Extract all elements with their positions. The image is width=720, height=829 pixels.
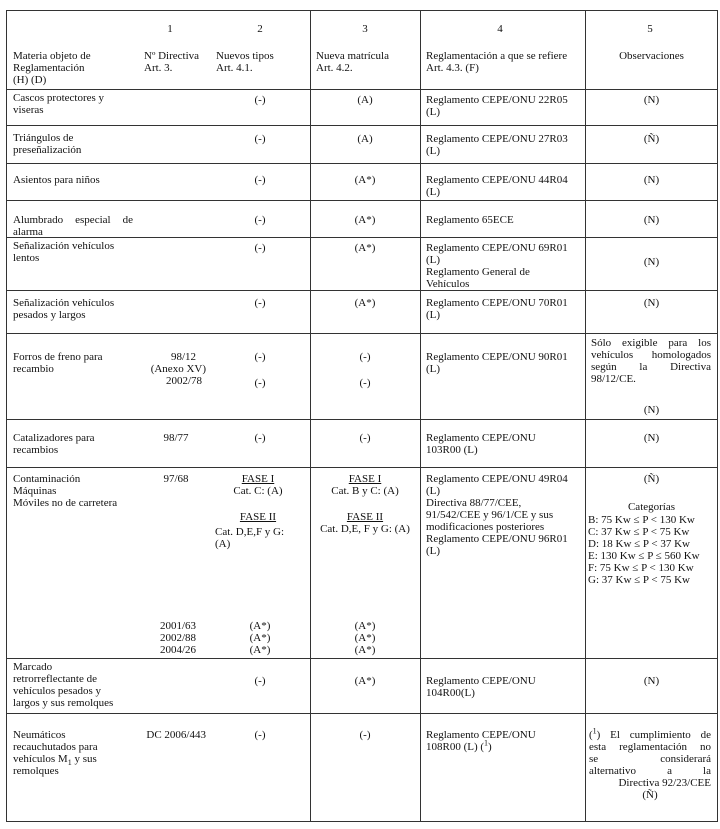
- row-nuevos: (-): [254, 729, 266, 741]
- row-directiva: 97/68: [163, 473, 189, 485]
- row-reglamentacion: Reglamento 65ECE: [426, 214, 514, 226]
- row-nuevos-later: (A*) (A*) (A*): [249, 620, 271, 656]
- row-directiva: 2001/63 2002/88 2004/26: [159, 620, 197, 656]
- row-divider: [6, 163, 718, 164]
- header-materia: Materia objeto de Reglamentación (H) (D): [13, 50, 91, 86]
- row-observaciones: (N): [643, 432, 660, 444]
- row-divider: [6, 89, 718, 90]
- row-nuevos-fase2-text: Cat. D,E,F y G: (A): [215, 526, 285, 550]
- row-observaciones: (N): [643, 256, 660, 268]
- row-observaciones-code: (N): [643, 404, 660, 416]
- row-observaciones: Sólo exigible para los vehículos homologados según la Directiva 98/12/CE.: [591, 337, 711, 385]
- row-observaciones: (Ñ): [643, 473, 660, 485]
- row-divider: [6, 713, 718, 714]
- row-nuevos: (-): [254, 133, 266, 145]
- row-observaciones: (N): [643, 214, 660, 226]
- row-materia: Marcado retrorreflectante de vehículos pesados y largos y sus remolques: [13, 661, 114, 709]
- row-observaciones: (N): [643, 174, 660, 186]
- row-reglamentacion: Reglamento CEPE/ONU 104R00(L): [426, 675, 536, 699]
- categorias-title: Categorías: [627, 501, 676, 513]
- row-directiva: DC 2006/443: [146, 729, 206, 741]
- row-matricula: (-): [359, 351, 371, 363]
- row-matricula: (A): [357, 133, 373, 145]
- column-divider: [717, 10, 718, 822]
- column-number: 5: [647, 23, 653, 35]
- row-reglamentacion: Reglamento CEPE/ONU 103R00 (L): [426, 432, 536, 456]
- row-divider: [6, 821, 718, 822]
- row-divider: [6, 658, 718, 659]
- row-nuevos: (-): [254, 432, 266, 444]
- header-directiva: Nº Directiva Art. 3.: [144, 50, 200, 74]
- row-materia: Asientos para niños: [13, 174, 100, 186]
- row-observaciones: (N): [643, 297, 660, 309]
- row-matricula: (A*): [354, 174, 376, 186]
- row-materia: Catalizadores para recambios: [13, 432, 95, 456]
- row-nuevos: (-): [254, 297, 266, 309]
- row-materia: Señalización vehículos pesados y largos: [13, 297, 115, 321]
- row-reglamentacion: Reglamento CEPE/ONU 70R01 (L): [426, 297, 568, 321]
- row-matricula: (-): [359, 729, 371, 741]
- row-matricula: (A*): [354, 297, 376, 309]
- row-materia: Cascos protectores y viseras: [13, 92, 105, 116]
- row-materia: Contaminación Máquinas Móviles no de carretera: [13, 473, 118, 509]
- column-divider: [420, 10, 421, 822]
- row-observaciones: (Ñ): [643, 133, 660, 145]
- row-nuevos: (-): [254, 94, 266, 106]
- row-divider: [6, 200, 718, 201]
- row-materia: Neumáticos recauchutados para vehículos $M_1$ y sus remolques: [13, 729, 98, 777]
- header-reglamentacion: Reglamentación a que se refiere Art. 4.3. (F): [426, 50, 568, 74]
- row-nuevos: (-): [254, 351, 266, 363]
- row-reglamentacion: Reglamento CEPE/ONU 44R04 (L): [426, 174, 568, 198]
- header-nuevos-tipos: Nuevos tipos Art. 4.1.: [216, 50, 274, 74]
- row-reglamentacion: Reglamento CEPE/ONU 49R04 (L) Directiva 88/77/CEE, 91/542/CEE y 96/1/CE y sus modificaciones posteriores Reglamento CEPE/ONU 96R01 (L): [426, 473, 568, 557]
- column-number: 4: [497, 23, 503, 35]
- row-matricula-later: (A*) (A*) (A*): [354, 620, 376, 656]
- row-divider: [6, 10, 718, 11]
- header-nueva-matricula: Nueva matrícula Art. 4.2.: [316, 50, 389, 74]
- row-reglamentacion: Reglamento CEPE/ONU 108R00 (L) ($^1$): [426, 729, 536, 753]
- row-matricula: (A*): [354, 675, 376, 687]
- row-nuevos: (-): [254, 214, 266, 226]
- row-reglamentacion: Reglamento CEPE/ONU 90R01 (L): [426, 351, 568, 375]
- row-reglamentacion: Reglamento CEPE/ONU 69R01 (L) Reglamento General de Vehículos: [426, 242, 568, 290]
- row-materia: Alumbrado especial de alarma: [13, 214, 133, 238]
- row-materia: Señalización vehículos lentos: [13, 240, 115, 264]
- row-materia: Triángulos de preseñalización: [13, 132, 82, 156]
- row-reglamentacion: Reglamento CEPE/ONU 27R03 (L): [426, 133, 568, 157]
- column-number: 2: [257, 23, 263, 35]
- row-nuevos: (-): [254, 675, 266, 687]
- row-materia: Forros de freno para recambio: [13, 351, 103, 375]
- row-matricula: (A*): [354, 242, 376, 254]
- row-divider: [6, 290, 718, 291]
- row-matricula-fases: FASE I Cat. B y C: (A) FASE II Cat. D,E, F y G: (A): [320, 473, 410, 535]
- row-matricula: (A): [357, 94, 373, 106]
- row-divider: [6, 467, 718, 468]
- row-reglamentacion: Reglamento CEPE/ONU 22R05 (L): [426, 94, 568, 118]
- column-divider: [585, 10, 586, 822]
- row-matricula: (-): [359, 432, 371, 444]
- column-number: 1: [167, 23, 173, 35]
- row-matricula: (-): [359, 377, 371, 389]
- row-observaciones: (N): [643, 94, 660, 106]
- row-divider: [6, 419, 718, 420]
- row-observaciones: (N): [643, 675, 660, 687]
- row-nuevos-fases: FASE I Cat. C: (A) FASE II: [233, 473, 283, 523]
- column-divider: [310, 10, 311, 822]
- column-number: 3: [362, 23, 368, 35]
- row-directiva: 98/77: [163, 432, 189, 444]
- row-nuevos: (-): [254, 242, 266, 254]
- row-nuevos: (-): [254, 174, 266, 186]
- row-divider: [6, 333, 718, 334]
- row-nuevos: (-): [254, 377, 266, 389]
- column-divider: [6, 10, 7, 822]
- header-observaciones: Observaciones: [619, 50, 684, 62]
- categorias-list: B: 75 Kw ≤ P < 130 Kw C: 37 Kw ≤ P < 75 Kw D: 18 Kw ≤ P < 37 Kw E: 130 Kw ≤ P ≤ 560 Kw F: 75 Kw ≤ P < 130 Kw G: 37 Kw ≤ P < 75 Kw: [588, 514, 700, 586]
- row-observaciones: ($^1$) El cumplimiento de esta reglamentación no se considerará alternativo a la Directiva 92/23/CEE (Ñ): [589, 726, 711, 801]
- row-divider: [6, 125, 718, 126]
- row-directiva: 98/12 (Anexo XV) 2002/78: [150, 351, 206, 387]
- row-matricula: (A*): [354, 214, 376, 226]
